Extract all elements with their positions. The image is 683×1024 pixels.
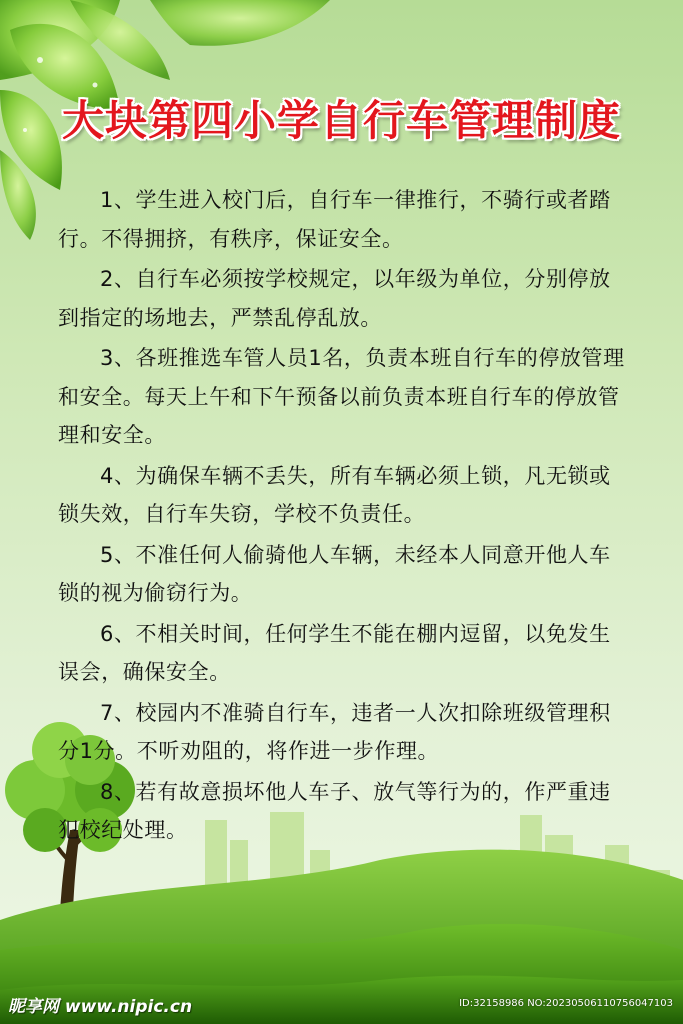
rule-item-8: 8、若有故意损坏他人车子、放气等行为的，作严重违犯校纪处理。: [58, 779, 611, 842]
rules-list: [58, 181, 628, 852]
rule-item-6: 6、不相关时间，任何学生不能在棚内逗留，以免发生误会，确保安全。: [58, 621, 611, 684]
rule-item-2: 2、自行车必须按学校规定，以年级为单位，分别停放到指定的场地去，严禁乱停乱放。: [58, 267, 611, 330]
rule-item-7: 7、校园内不准骑自行车，违者一人次扣除班级管理积分1分。不听劝阻的，将作进一步作理。: [58, 700, 611, 763]
rule-item-5: 5、不准任何人偷骑他人车辆，未经本人同意开他人车锁的视为偷窃行为。: [58, 542, 611, 605]
watermark-logo: 昵享网 www.nipic.cn: [8, 997, 193, 1017]
rule-item-1: 1、学生进入校门后，自行车一律推行，不骑行或者踏行。不得拥挤，有秩序，保证安全。: [58, 188, 611, 251]
watermark-id: ID:32158986 NO:20230506110756047103: [459, 998, 673, 1009]
rule-item-4: 4、为确保车辆不丢失，所有车辆必须上锁，凡无锁或锁失效，自行车失窃，学校不负责任。: [58, 463, 611, 526]
poster-title: 大块第四小学自行车管理制度: [61, 96, 621, 145]
rule-item-3: 3、各班推选车管人员1名，负责本班自行车的停放管理和安全。每天上午和下午预备以前负责本班自行车的停放管理和安全。: [58, 346, 625, 447]
